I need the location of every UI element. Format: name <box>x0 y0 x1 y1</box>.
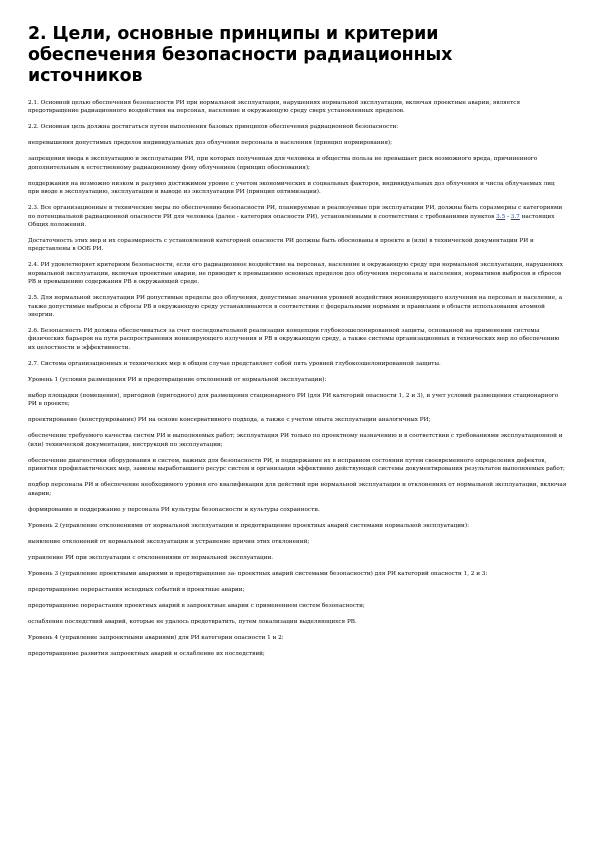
paragraph-2-6: 2.6. Безопасность РИ должна обеспечиваться за счет последовательной реализации концепции глубокоэшелонированной защиты, основанной на применении системы физических барьеров на пути распространения ионизирующего излучения и РВ в окружающую среду, а также системы организационных и технических мер по обеспечению их целостности и эффективности. <box>28 328 560 351</box>
list-item: обеспечение диагностики оборудования и систем, важных для безопасности РИ, и поддержание их в исправном состоянии путем своевременного определения дефектов, принятия профилактических мер, замены выработавшего ресурс систем и организации эффективно действующей системы документирования результатов выполняемых работ; <box>28 457 565 473</box>
list-item: запрещения ввода в эксплуатацию и эксплуатации РИ, при которых полученная для человека и общества польза не превышает риск возможного вреда, причиненного дополнительным к естественному радиационному фону облучением (принцип обоснования); <box>28 156 538 171</box>
list-item: предотвращение перерастания проектных аварий в запроектные аварии с применением систем безопасности; <box>28 602 365 609</box>
list-item: управление РИ при эксплуатации с отклонениями от нормальной эксплуатации. <box>28 554 274 561</box>
paragraph-2-3: 2.3. Все организационные и технические меры по обеспечению безопасности РИ, планируемые и реализуемые при эксплуатации РИ, должны быть соразмерны с категориями по потенциальной радиационной опасности РИ для человека (далее - категория опасности РИ), установленными в соответствии с требованиями пунктов 3.5 - 3.7 настоящих Общих положений. <box>28 205 563 229</box>
list-item: непревышения допустимых пределов индивидуальных доз облучения персонала и населения (принцип нормирования); <box>28 140 393 147</box>
level-1-heading: Уровень 1 (условия размещения РИ и предотвращение отклонений от нормальной эксплуатации): <box>28 376 327 383</box>
list-item: подбор персонала РИ и обеспечение необходимого уровня его квалификации для действий при нормальной эксплуатации и отклонениях от нормальной эксплуатации, включая аварии; <box>28 482 567 497</box>
paragraph-2-7: 2.7. Система организационных и технических мер в общем случае представляет собой пять уровней глубокоэшелонированной защиты. <box>28 360 441 367</box>
list-item: проектирование (конструирование) РИ на основе консервативного подхода, а также с учетом опыта эксплуатации аналогичных РИ; <box>28 417 431 424</box>
section-heading: 2. Цели, основные принципы и критерии обеспечения безопасности радиационных источников <box>28 24 453 86</box>
paragraph: Достаточность этих мер и их соразмерность с установленной категорией опасности РИ должны быть обоснованы в проекте и (или) в технической документации РИ и представлены в ООБ РИ. <box>28 238 534 253</box>
paragraph-2-5: 2.5. Для нормальной эксплуатации РИ допустимые пределы доз облучения, допустимые значения уровней воздействия ионизирующего излучения на персонал и население, а также допустимые выбросы и сбросы РВ в окружающую среду устанавливаются в соответствии с федеральными нормами и правилами в области использования атомной энергии. <box>28 295 563 319</box>
section-link-2[interactable]: 3.7 <box>510 213 520 220</box>
level-2-heading: Уровень 2 (управление отклонениями от нормальной эксплуатации и предотвращение проектных аварий системами нормальной эксплуатации): <box>28 522 469 529</box>
list-item: обеспечение требуемого качества систем РИ и выполняемых работ; эксплуатация РИ только по проектному назначению и в соответствии с требованиями эксплуатационной и (или) технической документации, инструкций по эксплуатации; <box>28 433 563 448</box>
paragraph-2-4: 2.4. РИ удовлетворяет критериям безопасности, если его радиационное воздействие на персонал, население и окружающую среду при нормальной эксплуатации, нарушениях нормальной эксплуатации, включая проектные аварии, не приводит к превышению основных пределов доз облучения персонала и населения, нормативов выбросов и сбросов РВ и превышению содержания РВ в окружающей среде. <box>28 262 563 286</box>
paragraph-2-2: 2.2. Основная цель должна достигаться путем выполнения базовых принципов обеспечения радиационной безопасности: <box>28 124 399 131</box>
list-item: предотвращение развития запроектных аварий и ослабление их последствий; <box>28 650 265 657</box>
level-3-heading: Уровень 3 (управление проектными авариями и предотвращение за- проектных аварий системами безопасности) для РИ категорий опасности 1, 2 и 3: <box>28 570 488 577</box>
list-item: выбор площадки (помещения), пригодной (пригодного) для размещения стационарного РИ (для РИ категорий опасности 1, 2 и 3), и учет условий размещения стационарного РИ в проекте; <box>28 392 559 408</box>
paragraph-2-1: 2.1. Основной целью обеспечения безопасности РИ при нормальной эксплуатации, нарушениях нормальной эксплуатации, включая проектные аварии, является предотвращение радиационного воздействия на персонал, население и окружающую среду сверх установленных пределов. <box>28 100 521 115</box>
list-item: выявление отклонений от нормальной эксплуатации и устранение причин этих отклонений; <box>28 538 310 545</box>
section-link-1[interactable]: 3.5 <box>496 213 506 220</box>
level-4-heading: Уровень 4 (управление запроектными авариями) для РИ категории опасности 1 и 2: <box>28 634 284 641</box>
list-item: ослабление последствий аварий, которые не удалось предотвратить, путем локализации выделяющихся РВ. <box>28 618 357 625</box>
list-item: поддержания на возможно низком и разумно достижимом уровне с учетом экономических и социальных факторов, индивидуальных доз облучения и числа облучаемых лиц при вводе в эксплуатацию, эксплуатации и выводе из эксплуатации РИ (принцип оптимизации). <box>28 180 555 196</box>
list-item: предотвращение перерастания исходных событий в проектные аварии; <box>28 586 245 593</box>
list-item: формирование и поддержание у персонала РИ культуры безопасности и культуры сохранности. <box>28 506 320 513</box>
